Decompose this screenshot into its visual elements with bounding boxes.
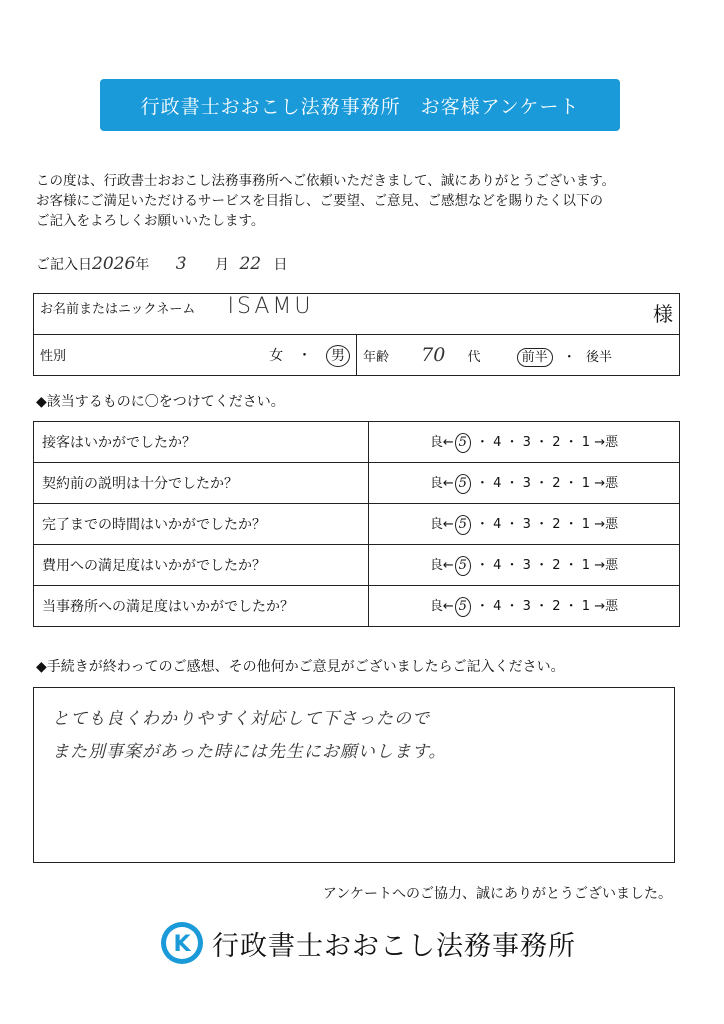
rating-row [34, 545, 680, 586]
age-half-separator: ・ [562, 350, 576, 365]
comment-heading: ◆手続きが終わってのご感想、その他何かご意見がございましたらご記入ください。 [36, 659, 565, 675]
intro-line: ご記入をよろしくお願いいたします。 [36, 213, 265, 229]
scale-option: 3 [522, 476, 531, 491]
question-text: 費用への満足度はいかがでしたか？ [34, 545, 369, 586]
rating-scale [369, 545, 680, 586]
gender-cell [34, 335, 357, 376]
rating-scale [369, 586, 680, 627]
age-cell [357, 335, 680, 376]
date-label: ご記入日 [36, 257, 92, 273]
name-label: お名前またはニックネーム [40, 302, 196, 317]
age-value: 70 [421, 344, 446, 366]
scale-option: 1 [581, 517, 591, 532]
scale-separator: ・ [535, 476, 549, 491]
scale-option: 1 [581, 599, 591, 614]
scale-selected-circled: 5 [455, 474, 471, 494]
scale-option: 4 [493, 558, 502, 573]
scale-selected-circled: 5 [455, 433, 471, 453]
scale-separator: ・ [475, 435, 489, 450]
rating-scale [369, 422, 680, 463]
scale-option: 1 [581, 558, 591, 573]
scale-bad: →悪 [594, 558, 619, 573]
intro-line: お客様にご満足いただけるサービスを目指し、ご要望、ご意見、ご感想などを賜りたく以下の [36, 193, 603, 209]
office-logo [160, 921, 576, 965]
scale-good: 良← [429, 558, 454, 573]
scale-option: 4 [493, 599, 502, 614]
gender-female: 女 [269, 348, 284, 364]
date-month-unit: 月 [215, 257, 229, 273]
scale-separator: ・ [475, 558, 489, 573]
scale-bad: →悪 [594, 599, 619, 614]
scale-separator: ・ [475, 476, 489, 491]
scale-separator: ・ [505, 517, 519, 532]
survey-title-banner [100, 79, 620, 131]
scale-separator: ・ [564, 517, 578, 532]
scale-option: 3 [522, 435, 531, 450]
age-label: 年齢 [363, 350, 390, 365]
scale-bad: →悪 [594, 435, 619, 450]
scale-separator: ・ [505, 435, 519, 450]
scale-good: 良← [429, 517, 454, 532]
scale-bad: →悪 [594, 517, 619, 532]
rating-row [34, 463, 680, 504]
gender-label: 性別 [40, 349, 67, 364]
date-day-unit: 日 [273, 257, 288, 273]
honorific: 様 [653, 302, 673, 326]
rating-row [34, 422, 680, 463]
comment-box [33, 687, 675, 863]
rating-scale [369, 504, 680, 545]
comment-line: とても良くわかりやすく対応して下さったので [52, 709, 430, 729]
scale-option: 4 [493, 435, 502, 450]
date-day: 22 [239, 254, 262, 274]
scale-good: 良← [429, 435, 454, 450]
intro-line: この度は、行政書士おおこし法務事務所へご依頼いただきまして、誠にありがとうございます。 [36, 173, 616, 189]
scale-separator: ・ [505, 476, 519, 491]
scale-separator: ・ [564, 599, 578, 614]
gender-separator: ・ [297, 348, 312, 364]
office-name: 行政書士おおこし法務事務所 [212, 930, 576, 962]
intro-text [36, 171, 696, 231]
date-month: 3 [175, 254, 187, 274]
scale-separator: ・ [564, 476, 578, 491]
scale-option: 2 [552, 517, 561, 532]
thanks-message: アンケートへのご協力、誠にありがとうございました。 [322, 886, 672, 902]
comment-line: また別事案があった時には先生にお願いします。 [52, 742, 447, 762]
scale-separator: ・ [535, 599, 549, 614]
name-cell [34, 294, 680, 335]
scale-option: 2 [552, 558, 561, 573]
name-value: ISAMU [227, 294, 314, 319]
survey-title: 行政書士おおこし法務事務所 お客様アンケート [140, 95, 580, 118]
scale-separator: ・ [505, 599, 519, 614]
rating-row [34, 504, 680, 545]
scale-good: 良← [429, 599, 454, 614]
scale-good: 良← [429, 476, 454, 491]
date-year: 2026 [92, 254, 136, 274]
scale-option: 2 [552, 435, 561, 450]
customer-info-table [33, 293, 680, 376]
rating-scale [369, 463, 680, 504]
scale-selected-circled: 5 [455, 597, 471, 617]
ratings-table [33, 421, 680, 627]
rating-row [34, 586, 680, 627]
scale-option: 3 [522, 599, 531, 614]
question-text: 契約前の説明は十分でしたか？ [34, 463, 369, 504]
scale-option: 2 [552, 476, 561, 491]
scale-option: 4 [493, 517, 502, 532]
scale-separator: ・ [505, 558, 519, 573]
question-text: 接客はいかがでしたか？ [34, 422, 369, 463]
date-year-unit: 年 [135, 257, 150, 273]
question-text: 完了までの時間はいかがでしたか？ [34, 504, 369, 545]
scale-separator: ・ [564, 435, 578, 450]
scale-option: 4 [493, 476, 502, 491]
scale-separator: ・ [564, 558, 578, 573]
date-row [36, 254, 288, 274]
logo-letter: K [173, 932, 191, 957]
scale-selected-circled: 5 [455, 515, 471, 535]
scale-option: 3 [522, 558, 531, 573]
question-text: 当事務所への満足度はいかがでしたか？ [34, 586, 369, 627]
scale-separator: ・ [535, 558, 549, 573]
scale-option: 3 [522, 517, 531, 532]
scale-selected-circled: 5 [455, 556, 471, 576]
gender-male-circled: 男 [326, 345, 350, 367]
scale-bad: →悪 [594, 476, 619, 491]
k-logo-icon [160, 921, 204, 965]
scale-separator: ・ [535, 517, 549, 532]
age-half-early-circled: 前半 [517, 348, 553, 367]
ratings-heading: ◆該当するものに〇をつけてください。 [36, 394, 285, 410]
scale-option: 1 [581, 476, 591, 491]
age-half-late: 後半 [585, 350, 612, 365]
scale-option: 1 [581, 435, 591, 450]
scale-separator: ・ [475, 517, 489, 532]
age-unit: 代 [467, 350, 481, 365]
scale-option: 2 [552, 599, 561, 614]
scale-separator: ・ [535, 435, 549, 450]
scale-separator: ・ [475, 599, 489, 614]
